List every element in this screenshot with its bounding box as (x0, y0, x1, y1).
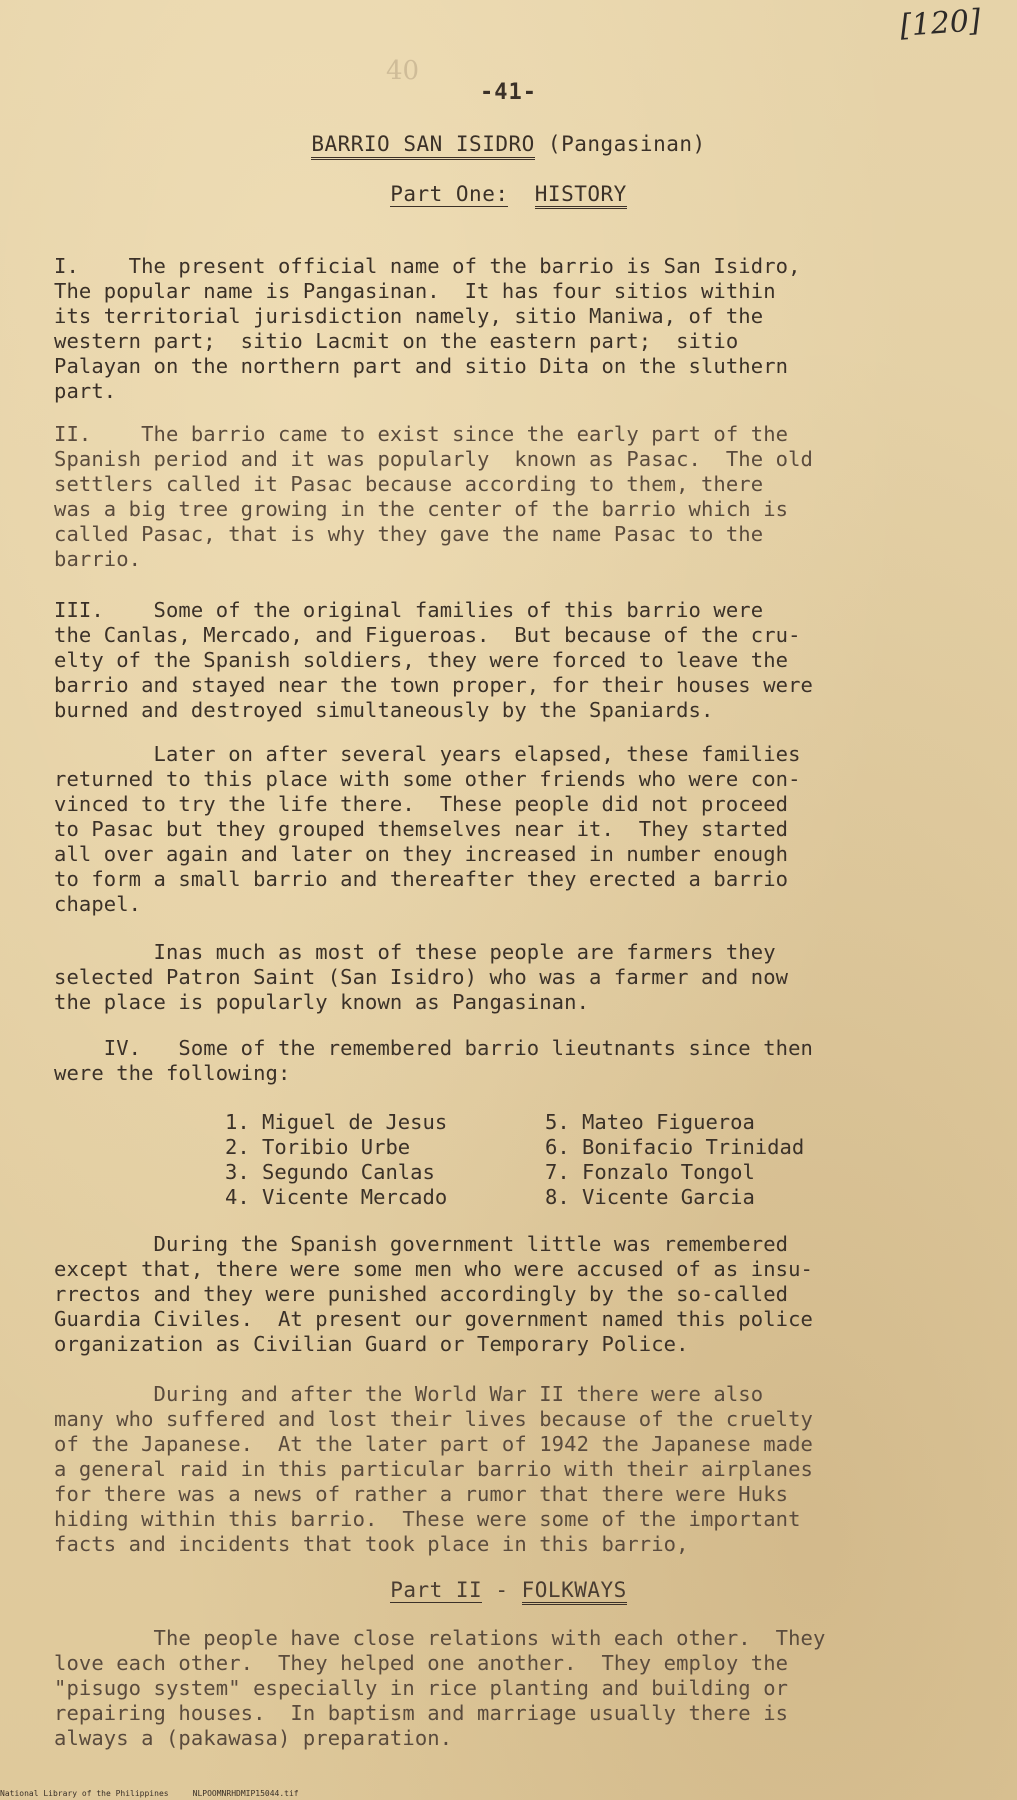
list-item: 8. Vicente Garcia (545, 1185, 755, 1209)
paragraph-origin: II. The barrio came to exist since the early part of the Spanish period and it was popularly known as Pasac. The old settlers called it Pasac because according to them, there was a big tree growing in the center of the barrio which is called Pasac, that is why they gave the name Pasac to the barrio. (54, 422, 813, 571)
paragraph-original-families: III. Some of the original families of this barrio were the Canlas, Mercado, and Figueroas. But because of the cru- elty of the Spanish soldiers, they were forced to leave the barrio and stayed near the town proper, for their houses were burned and destroyed simultaneously by the Spaniards. (54, 598, 813, 722)
title-province: (Pangasinan) (534, 132, 706, 156)
list-item: 6. Bonifacio Trinidad (545, 1135, 805, 1159)
subtitle-part-one: Part One: (390, 182, 509, 206)
page-number: -41- (480, 80, 537, 105)
section2-part: Part II (390, 1578, 483, 1602)
paragraph-lieutenants-intro: IV. Some of the remembered barrio lieutnants since then were the following: (54, 1036, 813, 1085)
list-item: 1. Miguel de Jesus (225, 1110, 448, 1134)
document-title (0, 132, 1017, 156)
section2-dash: - (482, 1578, 522, 1602)
handwritten-page-annotation: [120] (899, 3, 983, 44)
list-item: 5. Mateo Figueroa (545, 1110, 755, 1134)
paragraph-official-name: I. The present official name of the barrio is San Isidro, The popular name is Pangasinan. It has four sitios within its territorial jurisdiction namely, sitio Maniwa, of the western part; sitio Lacmit on the eastern part; sitio Palayan on the northern part and sitio Dita on the sluthern part. (54, 254, 801, 403)
paragraph-folkways: The people have close relations with each other. They love each other. They helped one another. They employ the "pisugo system" especially in rice planting and building or repairing houses. In baptism and marriage usually there is always a (pakawasa) preparation. (54, 1626, 826, 1750)
subtitle-history: HISTORY (535, 182, 627, 209)
section-heading-folkways (0, 1578, 1017, 1602)
lieutenants-column-left (225, 1110, 447, 1210)
list-item: 4. Vicente Mercado (225, 1185, 448, 1209)
title-barrio-name: BARRIO SAN ISIDRO (311, 132, 534, 160)
paragraph-return: Later on after several years elapsed, these families returned to this place with some other friends who were con- vinced to try the life there. These people did not proceed to Pasac but they grouped themselves near it. They started all over again and later on they increased in number enough to form a small barrio and thereafter they erected a barrio chapel. (54, 742, 801, 916)
paragraph-spanish-government: During the Spanish government little was remembered except that, there were some men who were accused of as insu- rrectos and they were punished accordingly by the so-called Guardia Civiles. At present our government named this police organization as Civilian Guard or Temporary Police. (54, 1232, 813, 1356)
faint-pencil-mark: 40 (386, 56, 420, 86)
section-heading-history (0, 182, 1017, 206)
section2-folkways: FOLKWAYS (522, 1578, 627, 1605)
paragraph-patron-saint: Inas much as most of these people are farmers they selected Patron Saint (San Isidro) who was a farmer and now the place is popularly known as Pangasinan. (54, 940, 789, 1014)
lieutenants-column-right (545, 1110, 804, 1210)
list-item: 7. Fonzalo Tongol (545, 1160, 755, 1184)
archive-footer: National Library of the Philippines NLPOOMNRHDMIP15044.tif (0, 1789, 299, 1798)
list-item: 2. Toribio Urbe (225, 1135, 411, 1159)
list-item: 3. Segundo Canlas (225, 1160, 435, 1184)
paragraph-world-war-ii: During and after the World War II there were also many who suffered and lost their lives because of the cruelty of the Japanese. At the later part of 1942 the Japanese made a general raid in this particular barrio with their airplanes for there was a news of rather a rumor that there were Huks hiding within this barrio. These were some of the important facts and incidents that took place in this barrio, (54, 1382, 813, 1556)
